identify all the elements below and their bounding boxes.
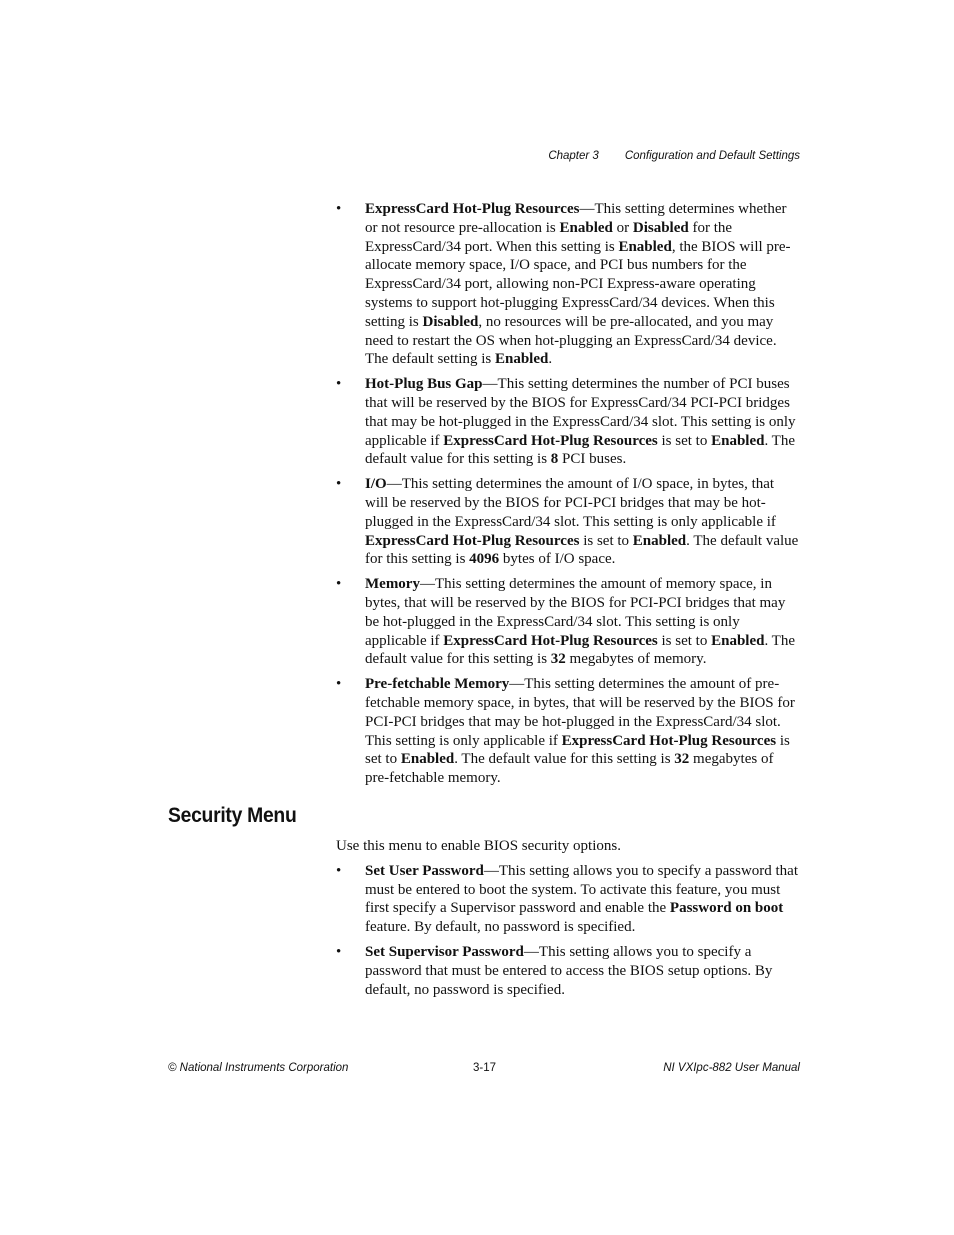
- section-intro: Use this menu to enable BIOS security options.: [336, 838, 621, 854]
- bold-term: ExpressCard Hot-Plug Resources: [443, 632, 658, 649]
- chapter-title: Configuration and Default Settings: [624, 150, 800, 162]
- text-run: for the ExpressCard/34 port. When this setting is: [365, 219, 733, 255]
- bullet-glyph: •: [336, 676, 342, 693]
- text-run: —This setting determines whether or not resource pre-allocation is: [365, 201, 787, 236]
- text-run: . The default value for this setting is: [365, 432, 796, 468]
- bold-term: Memory: [365, 576, 420, 593]
- chapter-label: Chapter 3: [548, 150, 599, 162]
- bios-settings-content: [336, 200, 800, 794]
- running-head: [548, 150, 800, 162]
- bold-term: Enabled: [494, 351, 549, 368]
- list-item-text: [365, 476, 798, 567]
- bullet-glyph: •: [336, 943, 342, 960]
- bold-term: ExpressCard Hot-Plug Resources: [561, 732, 777, 749]
- page-number: 3-17: [473, 1062, 497, 1074]
- bold-term: Disabled: [422, 313, 479, 330]
- list-item: [336, 862, 800, 937]
- list-item: [336, 375, 800, 469]
- bold-term: Pre-fetchable Memory: [365, 676, 510, 693]
- text-run: is set to: [579, 532, 633, 549]
- settings-list: [336, 200, 800, 788]
- bold-term: 32: [674, 751, 690, 768]
- text-run: —This setting determines the number of PCI buses that will be reserved by the BIOS for ExpressCard/34 PCI-PCI bridges that may be hot-plugged in the ExpressCard/34 slot. This setting is only applicable if: [365, 376, 796, 449]
- list-item: [336, 575, 800, 669]
- security-menu-content: [336, 837, 800, 1005]
- text-run: feature. By default, no password is specified.: [365, 919, 636, 936]
- bold-term: Enabled: [400, 751, 455, 768]
- text-run: —This setting determines the amount of I/O space, in bytes, that will be reserved by the BIOS for PCI-PCI bridges that may be hot-plugged in the ExpressCard/34 slot. This setting is only applicable if: [365, 476, 776, 530]
- security-settings-list: [336, 862, 800, 1000]
- list-item: [336, 943, 800, 999]
- text-run: . The default value for this setting is: [365, 632, 796, 668]
- bold-term: Enabled: [711, 632, 765, 649]
- bold-term: I/O: [365, 476, 387, 493]
- text-run: megabytes of memory.: [565, 651, 707, 668]
- bold-term: 8: [550, 451, 559, 468]
- section-heading: Security Menu: [168, 804, 297, 827]
- bullet-glyph: •: [336, 201, 342, 217]
- text-run: is set to: [365, 732, 790, 768]
- bullet-glyph: •: [336, 476, 342, 493]
- text-run: , no resources will be pre-allocated, and you may need to restart the OS when hot-plugging an ExpressCard/34 device. The default setting is: [365, 313, 777, 368]
- text-run: —This setting allows you to specify a password that must be entered to boot the system. To activate this feature, you must first specify a Supervisor password and enable the: [365, 862, 799, 917]
- list-item: [336, 200, 800, 369]
- text-run: . The default value for this setting is: [454, 751, 675, 768]
- bold-term: 32: [550, 651, 566, 668]
- bold-term: Set User Password: [365, 862, 484, 879]
- footer-manual-title: NI VXIpc-882 User Manual: [663, 1062, 800, 1074]
- list-item: [336, 675, 800, 788]
- text-run: , the BIOS will pre-allocate memory space, I/O space, and PCI bus numbers for the ExpressCard/34 port, allowing non-PCI Express-aware operating systems to support hot-plugging ExpressCard/34 devices. When this setting is: [365, 238, 791, 330]
- bold-term: ExpressCard Hot-Plug Resources: [365, 201, 580, 217]
- bold-term: Password on boot: [669, 900, 784, 917]
- bold-term: Set Supervisor Password: [365, 943, 524, 960]
- text-run: bytes of I/O space.: [499, 551, 616, 568]
- text-run: or: [612, 219, 633, 236]
- text-run: . The default value for this setting is: [365, 532, 799, 568]
- list-item-text: [365, 201, 791, 367]
- bold-term: ExpressCard Hot-Plug Resources: [365, 532, 580, 549]
- text-run: is set to: [657, 632, 712, 649]
- bold-term: Enabled: [711, 432, 765, 449]
- bullet-glyph: •: [336, 376, 342, 393]
- bullet-glyph: •: [336, 862, 342, 879]
- bold-term: Enabled: [632, 532, 687, 549]
- list-item-text: [365, 676, 795, 786]
- bullet-glyph: •: [336, 576, 342, 593]
- text-run: —This setting determines the amount of memory space, in bytes, that will be reserved by the BIOS for PCI-PCI bridges that may be hot-plugged in the ExpressCard/34 slot. This setting is only applicable if: [365, 576, 786, 649]
- bold-term: Enabled: [618, 238, 672, 255]
- bold-term: 4096: [469, 551, 500, 568]
- text-run: is set to: [657, 432, 712, 449]
- list-item-text: [365, 376, 796, 467]
- text-run: PCI buses.: [558, 451, 627, 468]
- bold-term: Hot-Plug Bus Gap: [365, 376, 483, 393]
- text-run: megabytes of pre-fetchable memory.: [365, 751, 774, 787]
- text-run: —This setting allows you to specify a password that must be entered to access the BIOS setup options. By default, no password is specified.: [365, 943, 773, 998]
- bold-term: Disabled: [632, 219, 689, 236]
- list-item-text: [365, 863, 798, 935]
- list-item-text: [365, 576, 795, 667]
- list-item: [336, 475, 800, 569]
- list-item-text: [365, 944, 772, 998]
- text-run: —This setting determines the amount of pre-fetchable memory space, in bytes, that will be reserved by the BIOS for PCI-PCI bridges that may be hot-plugged in the ExpressCard/34 slot. This setting is only applicable if: [365, 676, 795, 749]
- text-run: .: [548, 351, 553, 368]
- footer-copyright: © National Instruments Corporation: [168, 1062, 349, 1074]
- bold-term: Enabled: [559, 219, 613, 236]
- bold-term: ExpressCard Hot-Plug Resources: [443, 432, 658, 449]
